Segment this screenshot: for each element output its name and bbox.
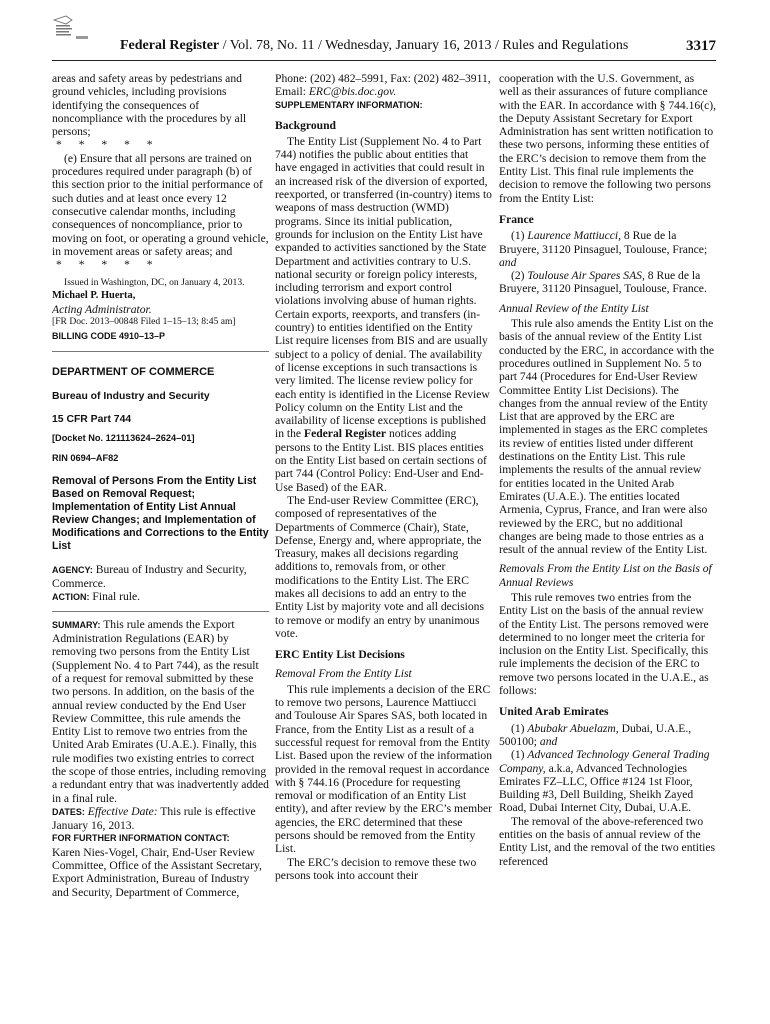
agency-text: Bureau of Industry and Security, Commerce. bbox=[52, 562, 247, 591]
dates bbox=[52, 805, 269, 833]
section-heading-erc: ERC Entity List Decisions bbox=[275, 648, 405, 662]
entry-france-1 bbox=[499, 229, 716, 269]
paragraph: cooperation with the U.S. Government, as well as their assurances of future compliance with the EAR. In accordance with § 744.16(c), the Deputy Assistant Secretary for Export Administration has sent written notification to these two persons, informing these entities of the ERC’s decision to remove them from the Entity List. This final rule implements the decision to remove the following two persons from the Entity List: bbox=[499, 72, 716, 205]
entry-uae-2 bbox=[499, 748, 716, 814]
column-2 bbox=[275, 72, 492, 1012]
publication-title: Federal Register bbox=[120, 38, 220, 53]
text-run: notices adding persons to the Entity List. BIS places entities on the Entity List based on certain sections of part 744 (Control Policy: End-User and End-Use Based) of the EAR. bbox=[275, 427, 487, 494]
text-run: The Entity List (Supplement No. 4 to Part 744) notifies the public about entities that have engaged in activities that could result in an increased risk of the diversion of exported, reexported, or transferred (in-country) items to weapons of mass destruction (WMD) programs. Since its initial publication, grounds for inclusion on the Entity List have expanded to activities sanctioned by the State Department and activities contrary to U.S. national security or foreign policy interests, including terrorism and export control violations involving abuse of human rights. Certain exports, reexports, and transfers (in-country) to entities identified on the Entity List require licenses from BIS and are usually subject to a policy of denial. The availability of license exceptions in such transactions is very limited. The license review policy for each entity is identified in the License Review Policy column on the Entity List and the availability of license exceptions is published in the bbox=[275, 134, 492, 441]
section-divider bbox=[52, 351, 269, 352]
bureau-heading: Bureau of Industry and Security bbox=[52, 390, 210, 402]
paragraph: The ERC’s decision to remove these two persons took into account their bbox=[275, 855, 477, 882]
signer-name: Michael P. Huerta, bbox=[52, 290, 136, 302]
paragraph: The End-user Review Committee (ERC), composed of representatives of the Departments of Commerce (Chair), State, Defense, Energy and, where appropriate, the Treasury, makes all decisions regarding additions to, removals from, or other modifications to the Entity List. The ERC makes all decisions to add an entry to the Entity List by majority vote and all decisions to remove or modify an entry by unanimous vote. bbox=[275, 493, 484, 640]
paragraph: This rule removes two entries from the Entity List on the basis of the annual review of the Entity List. The persons removed were determined to no longer meet the criteria for inclusion on the Entity List. Specifically, this rule implements the decision of the ERC to remove two persons located in the U.A.E., as follows: bbox=[499, 590, 709, 698]
contact-phone bbox=[275, 72, 492, 99]
entry-name: Abubakr Abuelazm, bbox=[527, 721, 619, 735]
paragraph: The removal of the above-referenced two entities on the basis of annual review of the Entity List, and the removal of the two entities referenced bbox=[499, 814, 716, 868]
ellipsis-stars: * * * * * bbox=[56, 138, 153, 152]
entry-name: Toulouse Air Spares SAS, bbox=[527, 269, 645, 283]
billing-code: BILLING CODE 4910–13–P bbox=[52, 331, 166, 342]
dates-text: This rule is effective January 16, 2013. bbox=[52, 804, 256, 833]
entry-name: Laurence Mattiucci, bbox=[527, 229, 622, 243]
federal-register-ref: Federal Register bbox=[303, 427, 387, 441]
agency-line bbox=[52, 563, 269, 591]
paragraph bbox=[275, 135, 492, 494]
paragraph: This rule also amends the Entity List on the basis of the annual review of the Entity List conducted by the ERC, in accordance with the procedures outlined in Supplement No. 5 to part 744 (Procedures for End-User Review Committee Entity List Decisions). The changes from the annual review of the Entity List that are approved by the ERC are implemented in stages as the ERC completes its review of entities listed under different destinations on the Entity List. This rule implements the results of the annual review for entities located in the United Arab Emirates (U.A.E.). The entities located Armenia, Cyprus, France, and Iran were also reviewed by the ERC, but no additional changes are being made to those entries as a result of the annual review of the Entity List. bbox=[499, 317, 715, 557]
section-divider bbox=[52, 611, 269, 612]
dates-label: DATES: bbox=[52, 806, 85, 817]
contact-label: FOR FURTHER INFORMATION CONTACT: bbox=[52, 833, 230, 844]
entry-conjunction: and bbox=[499, 255, 517, 269]
fr-doc-line: [FR Doc. 2013–00848 Filed 1–15–13; 8:45 am] bbox=[52, 316, 236, 328]
issued-date: Issued in Washington, DC, on January 4, 2013. bbox=[64, 277, 245, 289]
section-heading-background: Background bbox=[275, 118, 336, 132]
paragraph: This rule implements a decision of the ERC to remove two persons, Laurence Mattiucci and Toulouse Air Spares SAS, both located in France, from the Entity List as a result of a successful request for removal from the Entity List. Based upon the review of the information provided in the removal request in accordance with § 744.16 (Procedure for requesting removal or modification of an Entity List entity), and after review by the ERC’s member agencies, the ERC determined that these persons should be removed from the Entity List. bbox=[275, 682, 492, 856]
dates-effective-label: Effective Date: bbox=[84, 804, 158, 818]
signer-title: Acting Administrator. bbox=[52, 302, 152, 316]
entry-conjunction: and bbox=[539, 734, 558, 748]
entry-address: a.k.a, Advanced Technologies Emirates FZ–LLC, Office #124 1st Floor, Building #3, Dell Building, Sheikh Zayed Road, Dubai Internet City, Dubai, U.A.E. bbox=[499, 761, 694, 815]
contact-email: ERC@bis.doc.gov. bbox=[308, 85, 397, 99]
entry-number: (1) bbox=[511, 748, 528, 762]
page-number: 3317 bbox=[686, 38, 716, 54]
ellipsis-stars: * * * * * bbox=[56, 258, 153, 272]
entry-number: (1) bbox=[511, 721, 528, 735]
rule-subject: Removal of Persons From the Entity List Based on Removal Request; Implementation of Entity List Annual Review Changes; and Implementation of Modifications and Corrections to the Entity List bbox=[52, 474, 269, 552]
action-text: Final rule. bbox=[89, 590, 141, 604]
rin-number: RIN 0694–AF82 bbox=[52, 452, 119, 463]
heading-uae: United Arab Emirates bbox=[499, 705, 609, 719]
entry-france-2 bbox=[499, 269, 716, 296]
summary bbox=[52, 618, 269, 805]
entry-address: 8 Rue de la Bruyere, 31120 Pinsaguel, Toulouse, France; bbox=[499, 229, 708, 256]
subheading-annual-review: Annual Review of the Entity List bbox=[499, 301, 649, 315]
entry-address: 8 Rue de la Bruyere, 31120 Pinsaguel, Toulouse, France. bbox=[499, 269, 707, 296]
heading-france: France bbox=[499, 212, 534, 226]
summary-text: This rule amends the Export Administration Regulations (EAR) by removing two persons from the Entity List (Supplement No. 4 to Part 744), as the result of a request for removal submitted by these two persons. In addition, on the basis of the annual review conducted by the End User Review Committee, this rule amends the Entity List to remove two entries from the United Arab Emirates (U.A.E.). Finally, this rule modifies two existing entries to correct the scope of those entries, including removing a redundant entry that was inadvertently added in a final rule. bbox=[52, 617, 269, 805]
agency-label: AGENCY: bbox=[52, 564, 93, 575]
column-3 bbox=[499, 72, 716, 1012]
subheading-removals: Removals From the Entity List on the Basis of Annual Reviews bbox=[499, 562, 712, 589]
supplementary-label: SUPPLEMENTARY INFORMATION: bbox=[275, 99, 423, 110]
action-line bbox=[52, 590, 269, 604]
paragraph: areas and safety areas by pedestrians and ground vehicles, including provisions identifying the consequences of noncompliance with the procedures by all persons; bbox=[52, 72, 247, 139]
contact-text: Karen Nies-Vogel, Chair, End-User Review Committee, Office of the Assistant Secretary, Export Administration, Bureau of Industry and Security, Department of Commerce, bbox=[52, 845, 262, 899]
page-header bbox=[120, 38, 716, 60]
action-label: ACTION: bbox=[52, 592, 90, 603]
entry-name: Advanced Technology General Trading Company, bbox=[499, 748, 710, 775]
entry-address: Dubai, U.A.E., 500100; bbox=[499, 721, 692, 748]
department-heading: DEPARTMENT OF COMMERCE bbox=[52, 366, 215, 379]
entry-number: (2) bbox=[511, 269, 528, 283]
column-1 bbox=[52, 72, 269, 1012]
cfr-part: 15 CFR Part 744 bbox=[52, 413, 132, 425]
issue-info: / Vol. 78, No. 11 / Wednesday, January 16, 2013 / Rules and Regulations bbox=[219, 38, 629, 53]
subheading-removal: Removal From the Entity List bbox=[275, 667, 412, 681]
entry-uae-1 bbox=[499, 722, 716, 749]
paragraph: (e) Ensure that all persons are trained on procedures required under paragraph (b) of this section prior to the initial performance of such duties and at least once every 12 consecutive calendar months, including consequences of noncompliance, prior to moving on foot, or operating a ground vehicle, in movement areas or safety areas; and bbox=[52, 151, 269, 258]
gpo-authenticated-logo bbox=[52, 14, 96, 42]
phone-fax: Phone: (202) 482–5991, Fax: (202) 482–3911, Email: bbox=[275, 72, 491, 99]
header-rule bbox=[52, 60, 716, 61]
entry-number: (1) bbox=[511, 229, 528, 243]
summary-label: SUMMARY: bbox=[52, 619, 101, 630]
docket-number: [Docket No. 121113624–2624–01] bbox=[52, 433, 195, 444]
